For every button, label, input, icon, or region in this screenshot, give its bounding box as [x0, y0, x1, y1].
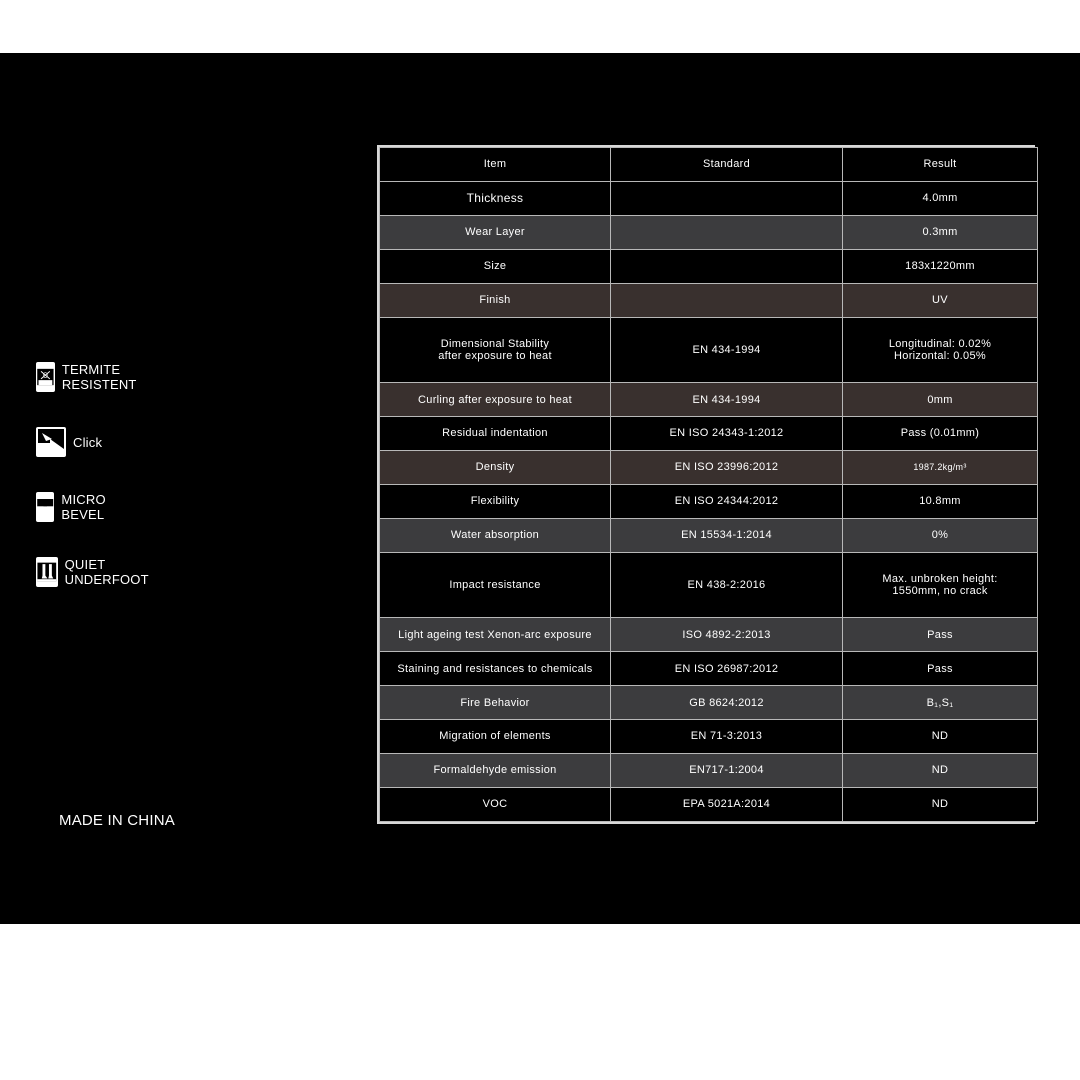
feature-termite [36, 362, 148, 392]
feature-label: TERMITE RESISTENT [61, 362, 137, 392]
table-row [380, 753, 1038, 787]
table-cell-item: Residual indentation [380, 417, 611, 451]
table-cell-standard [611, 249, 843, 283]
feature-micro-bevel [36, 492, 117, 522]
spec-panel [0, 53, 1080, 924]
table-cell-standard [611, 283, 843, 317]
spec-table [377, 145, 1035, 824]
feature-label: Click [73, 434, 103, 450]
table-row [380, 249, 1038, 283]
table-cell-result: Pass [843, 618, 1038, 652]
table-cell-result [843, 317, 1038, 382]
table-cell-result: ND [843, 753, 1038, 787]
table-cell-standard: EN 71-3:2013 [611, 719, 843, 753]
table-cell-result: 1987.2kg/m³ [843, 450, 1038, 484]
table-cell-item: Staining and resistances to chemicals [380, 652, 611, 686]
table-cell-standard: EN 15534-1:2014 [611, 518, 843, 552]
cell-line: after exposure to heat [438, 349, 552, 362]
table-row [380, 215, 1038, 249]
table-cell-item: Finish [380, 283, 611, 317]
table-cell-result: 10.8mm [843, 484, 1038, 518]
table-cell-result: UV [843, 283, 1038, 317]
table-header-row [380, 148, 1038, 182]
table-row [380, 484, 1038, 518]
table-row [380, 552, 1038, 617]
table-cell-item: Fire Behavior [380, 686, 611, 720]
table-cell-result: 0% [843, 518, 1038, 552]
table-cell-result: 183x1220mm [843, 249, 1038, 283]
table-cell-item: VOC [380, 787, 611, 821]
table-cell-result: ND [843, 787, 1038, 821]
table-row [380, 618, 1038, 652]
column-header-item: Item [380, 148, 611, 182]
table-cell-item: Thickness [380, 181, 611, 215]
feature-quiet-underfoot [36, 557, 157, 587]
table-row [380, 417, 1038, 451]
table-cell-item: Formaldehyde emission [380, 753, 611, 787]
table-cell-result: Pass (0.01mm) [843, 417, 1038, 451]
table-cell-result: 0.3mm [843, 215, 1038, 249]
table-cell-item: Density [380, 450, 611, 484]
table-cell-standard: EN ISO 24343-1:2012 [611, 417, 843, 451]
table-row [380, 787, 1038, 821]
feature-label: MICRO BEVEL [61, 492, 106, 522]
table-cell-standard: EN 434-1994 [611, 383, 843, 417]
table-cell-standard [611, 181, 843, 215]
cell-line: Dimensional Stability [440, 337, 550, 350]
table-row [380, 686, 1038, 720]
table-cell-standard: EN ISO 26987:2012 [611, 652, 843, 686]
micro-bevel-icon [36, 492, 54, 522]
table-cell-standard: EN ISO 24344:2012 [611, 484, 843, 518]
table-cell-item: Curling after exposure to heat [380, 383, 611, 417]
table-cell-item: Water absorption [380, 518, 611, 552]
table-cell-item: Impact resistance [380, 552, 611, 617]
feature-click [36, 427, 102, 457]
table-cell-result: Pass [843, 652, 1038, 686]
table-cell-result: B₁,S₁ [843, 686, 1038, 720]
table-cell-standard: EN717-1:2004 [611, 753, 843, 787]
table-cell-standard: EN ISO 23996:2012 [611, 450, 843, 484]
table-cell-standard: GB 8624:2012 [611, 686, 843, 720]
table-cell-result: 4.0mm [843, 181, 1038, 215]
table-cell-result: ND [843, 719, 1038, 753]
table-row [380, 181, 1038, 215]
column-header-result: Result [843, 148, 1038, 182]
table-cell-standard: EPA 5021A:2014 [611, 787, 843, 821]
table-row [380, 652, 1038, 686]
quiet-underfoot-icon [36, 557, 58, 587]
cell-line: Max. unbroken height: [882, 572, 998, 585]
cell-line: 1550mm, no crack [892, 584, 988, 597]
table-cell-standard [611, 215, 843, 249]
table-cell-item: Flexibility [380, 484, 611, 518]
table-cell-item: Wear Layer [380, 215, 611, 249]
cell-line: Longitudinal: 0.02% [888, 337, 992, 350]
table-row [380, 450, 1038, 484]
table-row [380, 518, 1038, 552]
table-row [380, 719, 1038, 753]
table-row [380, 283, 1038, 317]
table-cell-standard: ISO 4892-2:2013 [611, 618, 843, 652]
table-cell-standard: EN 438-2:2016 [611, 552, 843, 617]
table-row [380, 383, 1038, 417]
table-cell-result [843, 552, 1038, 617]
table-cell-result: 0mm [843, 383, 1038, 417]
click-icon [36, 427, 66, 457]
table-cell-standard: EN 434-1994 [611, 317, 843, 382]
table-cell-item: Migration of elements [380, 719, 611, 753]
made-in-label: MADE IN CHINA [59, 812, 175, 829]
table-cell-item: Light ageing test Xenon-arc exposure [380, 618, 611, 652]
termite-icon [36, 362, 55, 392]
cell-line: Horizontal: 0.05% [894, 349, 986, 362]
column-header-standard: Standard [611, 148, 843, 182]
table-row [380, 317, 1038, 382]
feature-label: QUIET UNDERFOOT [64, 557, 149, 587]
table-cell-item [380, 317, 611, 382]
table-cell-item: Size [380, 249, 611, 283]
